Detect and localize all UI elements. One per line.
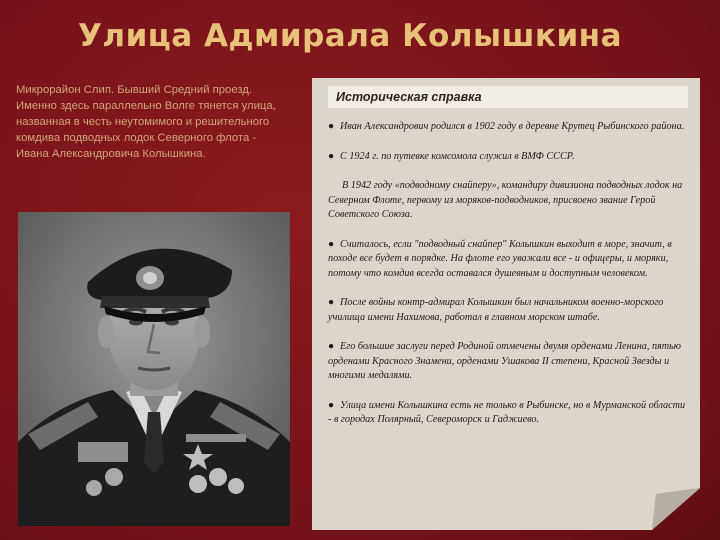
bullet-icon: ●: [328, 341, 335, 352]
note-paragraph: ● Его большие заслуги перед Родиной отмечены двумя орденами Ленина, пятью орденами Красного Знамени, орденами Ушакова II степени, Красной Звезды и многими медалями.: [328, 341, 681, 381]
slide-title: Улица Адмирала Колышкина: [77, 18, 623, 54]
note-paragraph: ● С 1924 г. по путевке комсомола служил в ВМФ СССР.: [328, 150, 690, 165]
bullet-icon: ●: [328, 399, 335, 411]
portrait-photo: [18, 212, 290, 526]
intro-text: Микрорайон Слип. Бывший Средний проезд. Именно здесь параллельно Волге тянется улица, названная в честь неутомимого и решительного комдива подводных лодок Северного флота - Ивана Александровича Колышкина.: [16, 84, 276, 160]
bullet-icon: ●: [328, 238, 335, 250]
note-paragraph: ● Считалось, если "подводный снайпер" Колышкин выходит в море, значит, в походе все будет в порядке. На флоте его уважали все - и офицеры, и моряки, потому что комдив всегда оставался душевным и доступным человеком.: [328, 238, 672, 279]
portrait-image: [18, 212, 290, 526]
note-paragraph: ● Иван Александрович родился в 1902 году в деревне Крутец Рыбинского района.: [328, 120, 690, 135]
note-paragraph: В 1942 году «подводному снайперу», командиру дивизиона подводных лодок на Северном Флоте, первому из моряков-подводников, присвоено звание Герой Советского Союза.: [328, 180, 683, 220]
note-paragraph: ● Улица имени Колышкина есть не только в Рыбинске, но в Мурманской области - в городах Полярный, Североморск и Гаджиево.: [328, 399, 686, 425]
note-paragraph: ● После войны контр-адмирал Колышкин был начальником военно-морского училища имени Нахимова, работал в главном морском штабе.: [328, 297, 664, 323]
bullet-icon: ●: [328, 121, 335, 132]
note-body: [328, 120, 690, 443]
bullet-icon: ●: [328, 297, 335, 308]
bullet-icon: ●: [328, 150, 335, 162]
historical-note-card: [312, 78, 700, 530]
note-heading: Историческая справка: [328, 86, 688, 108]
